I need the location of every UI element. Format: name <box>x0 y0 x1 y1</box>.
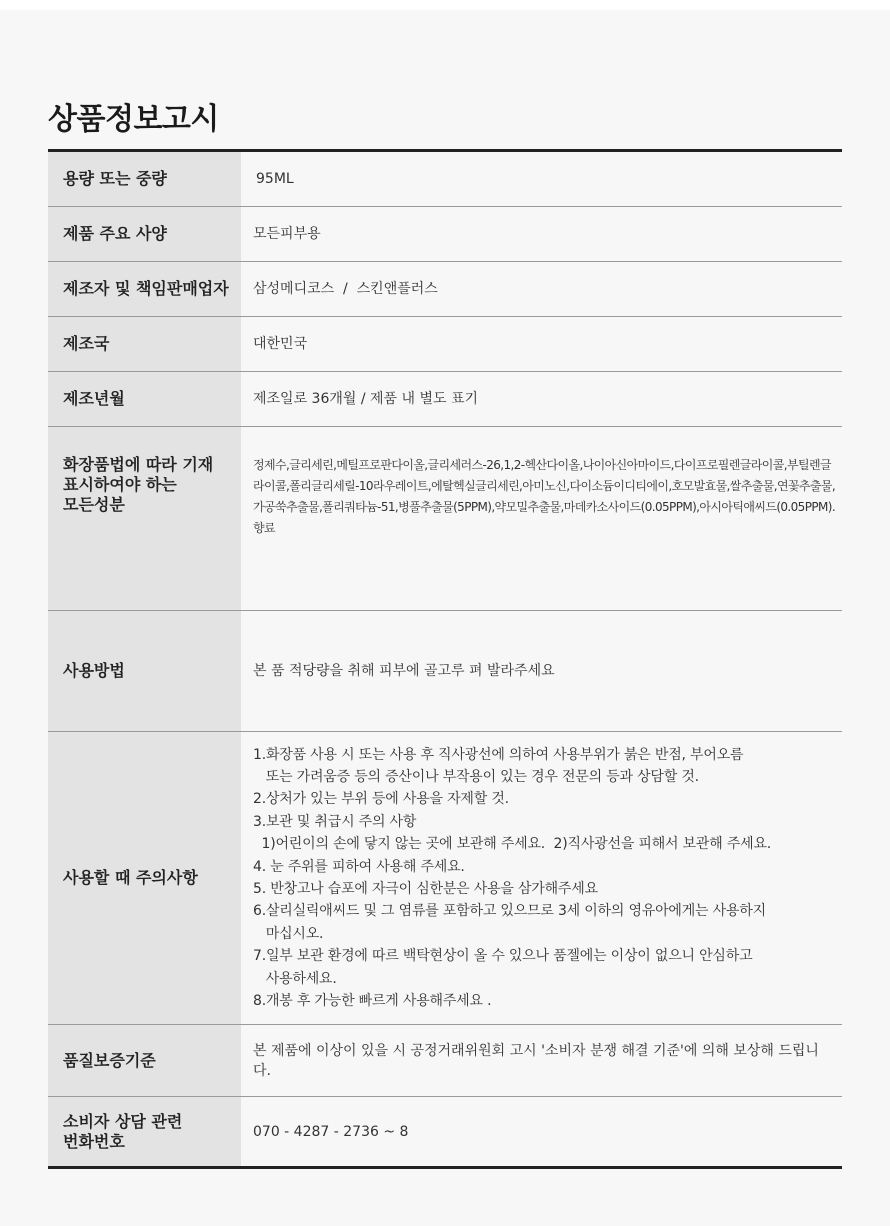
caution-line: 8.개봉 후 가능한 빠르게 사용해주세요 . <box>253 993 492 1010</box>
caution-line: 6.살리실릭애씨드 및 그 염류를 포함하고 있으므로 3세 이하의 영유아에게는 사용하지 <box>253 903 766 920</box>
row-label-manufacturer: 제조자 및 책임판매업자 <box>48 262 241 316</box>
table-row-spec <box>48 207 842 262</box>
caution-line: 4. 눈 주위를 피하여 사용해 주세요. <box>253 858 465 875</box>
caution-line: 2.상처가 있는 부위 등에 사용을 자제할 것. <box>253 791 509 808</box>
table-row-quality-guarantee <box>48 1025 842 1097</box>
table-row-contact <box>48 1097 842 1166</box>
row-label-usage: 사용방법 <box>48 611 241 731</box>
row-value-cautions <box>241 732 842 1024</box>
row-label-cautions: 사용할 때 주의사항 <box>48 732 241 1024</box>
row-value-volume: 95ML <box>241 152 842 206</box>
row-value-quality-guarantee: 본 제품에 이상이 있을 시 공정거래위원회 고시 '소비자 분쟁 해결 기준'에 의해 보상해 드립니다. <box>241 1025 842 1096</box>
caution-line: 5. 반창고나 습포에 자극이 심한분은 사용을 삼가해주세요 <box>253 881 598 897</box>
caution-line: 3.보관 및 취급시 주의 사항 <box>253 813 417 830</box>
caution-line: 마십시오. <box>253 925 324 942</box>
caution-line: 1.화장품 사용 시 또는 사용 후 직사광선에 의하여 사용부위가 붉은 반점, 부어오름 <box>253 746 744 763</box>
row-value-ingredients: 정제수,글리세린,메틸프로판다이올,글리세러스-26,1,2-헥산다이올,나이아신아마이드,다이프로필렌글라이콜,부틸렌글라이콜,폴리글리세릴-10라우레이트,에탈헥실글리세린,아미노신,다이소듐이디티에이,호모발효물,쌀추출물,연꽃추출물,가공쑥추출물,폴리쿼타늄-51,병풀추출물(5PPM),약모밀추출물,마데카소사이드(0.05PPM),아시아틱애씨드(0.05PPM).향료 <box>241 427 842 610</box>
row-label-contact: 소비자 상담 관련 번화번호 <box>48 1097 241 1166</box>
row-label-ingredients: 화장품법에 따라 기재 표시하여야 하는 모든성분 <box>48 427 241 610</box>
caution-line: 사용하세요. <box>253 970 337 987</box>
row-value-manufacturer: 삼성메디코스 / 스킨앤플러스 <box>241 262 842 316</box>
caution-line: 또는 가려움증 등의 증산이나 부작용이 있는 경우 전문의 등과 상담할 것. <box>253 768 699 785</box>
row-label-volume: 용량 또는 중량 <box>48 152 241 206</box>
row-label-manufacture-date: 제조년월 <box>48 372 241 426</box>
row-label-country: 제조국 <box>48 317 241 371</box>
row-value-spec: 모든피부용 <box>241 207 842 261</box>
page-title: 상품정보고시 <box>48 102 219 137</box>
row-value-country: 대한민국 <box>241 317 842 371</box>
table-row-cautions <box>48 732 842 1025</box>
row-value-contact: 070 - 4287 - 2736 ~ 8 <box>241 1097 842 1166</box>
caution-line: 7.일부 보관 환경에 따르 백탁현상이 올 수 있으나 품젤에는 이상이 없으니 안심하고 <box>253 948 753 965</box>
table-row-volume <box>48 152 842 207</box>
caution-line: 1)어린이의 손에 닿지 않는 곳에 보관해 주세요. 2)직사광선을 피해서 보관해 주세요. <box>253 836 772 853</box>
row-label-quality-guarantee: 품질보증기준 <box>48 1025 241 1096</box>
row-value-manufacture-date: 제조일로 36개월 / 제품 내 별도 표기 <box>241 372 842 426</box>
table-row-usage <box>48 611 842 732</box>
row-value-usage: 본 품 적당량을 취해 피부에 골고루 펴 발라주세요 <box>241 611 842 731</box>
table-row-country <box>48 317 842 372</box>
table-row-manufacturer <box>48 262 842 317</box>
product-info-table <box>48 149 842 1169</box>
table-row-manufacture-date <box>48 372 842 427</box>
caution-list <box>253 744 771 1013</box>
row-label-spec: 제품 주요 사양 <box>48 207 241 261</box>
table-row-ingredients <box>48 427 842 611</box>
